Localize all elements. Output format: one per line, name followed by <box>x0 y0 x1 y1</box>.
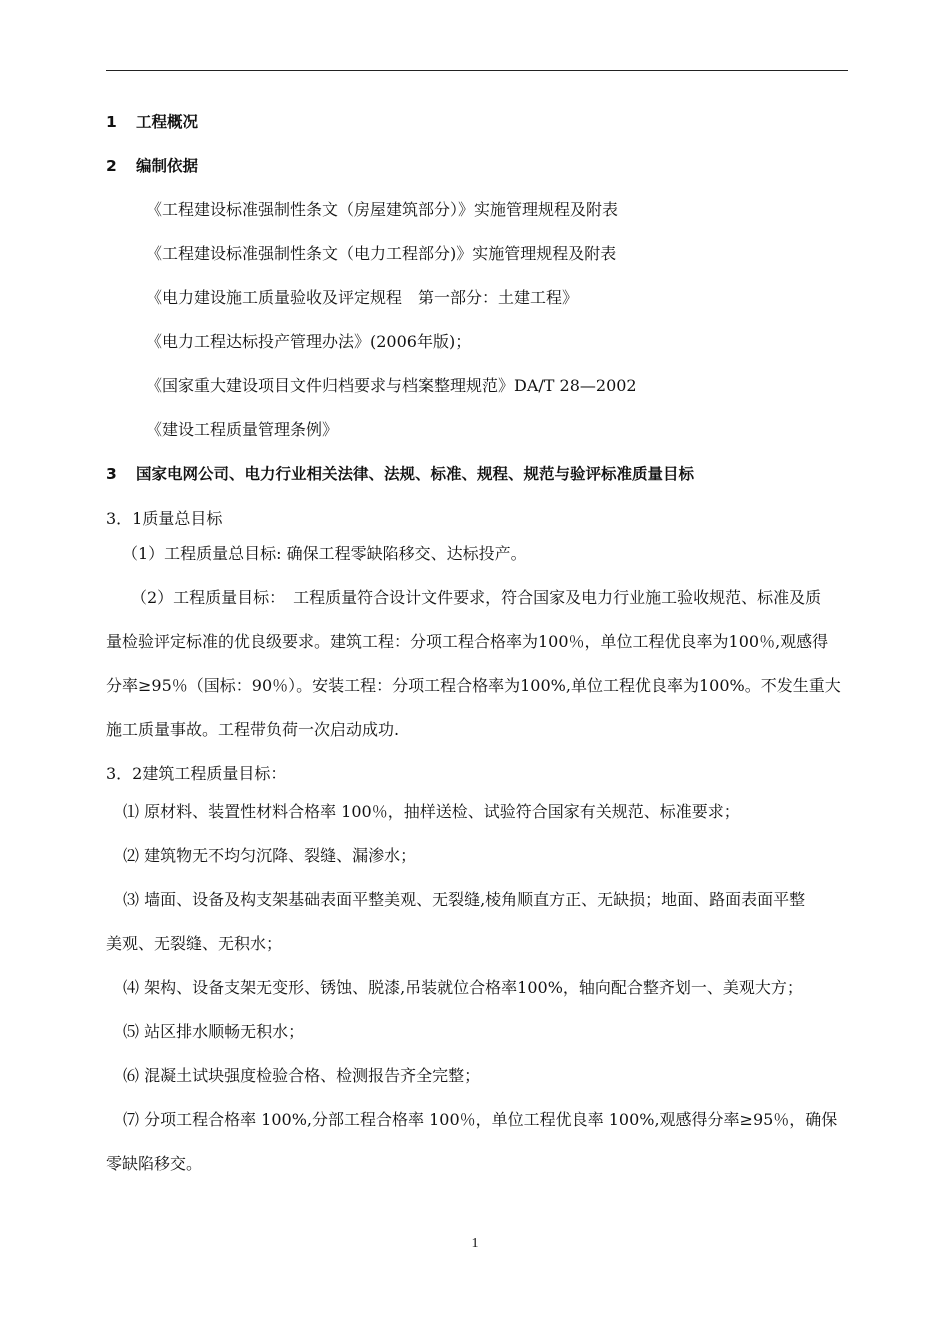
building-goal-item: ⑺ 分项工程合格率 100%,分部工程合格率 100％，单位工程优良率 100%,观感得分率≥95％，确保 <box>123 1110 838 1129</box>
reference-item: 《电力建设施工质量验收及评定规程 第一部分：土建工程》 <box>146 288 579 307</box>
subsection-3-1-title: 3．1质量总目标 <box>106 509 223 528</box>
section-1-number: 1 <box>106 113 117 131</box>
header-rule <box>106 70 848 71</box>
section-2-heading <box>106 156 198 176</box>
building-goal-item: ⑸ 站区排水顺畅无积水； <box>123 1022 305 1041</box>
reference-item: 《电力工程达标投产管理办法》(2006年版)； <box>146 332 472 351</box>
section-3-title: 国家电网公司、电力行业相关法律、法规、标准、规程、规范与验评标准质量目标 <box>136 465 695 483</box>
building-goal-item: ⑹ 混凝土试块强度检验合格、检测报告齐全完整； <box>123 1066 481 1085</box>
quality-goal-paragraph-line: 分率≥95％（国标：90％）。安装工程：分项工程合格率为100%,单位工程优良率为100%。不发生重大 <box>106 676 841 695</box>
reference-item: 《工程建设标准强制性条文（电力工程部分)》实施管理规程及附表 <box>146 244 617 263</box>
reference-item: 《国家重大建设项目文件归档要求与档案整理规范》DA/T 28—2002 <box>146 376 637 395</box>
reference-item: 《工程建设标准强制性条文（房屋建筑部分）》实施管理规程及附表 <box>146 200 619 219</box>
building-goal-item: ⑵ 建筑物无不均匀沉降、裂缝、漏渗水； <box>123 846 417 865</box>
building-goal-item-continuation: 美观、无裂缝、无积水； <box>106 934 283 953</box>
quality-goal-paragraph-line: （2）工程质量目标： 工程质量符合设计文件要求，符合国家及电力行业施工验收规范、标准及质 <box>131 588 822 607</box>
building-goal-item: ⑷ 架构、设备支架无变形、锈蚀、脱漆,吊装就位合格率100%，轴向配合整齐划一、美观大方； <box>123 978 803 997</box>
section-2-title: 编制依据 <box>136 157 199 175</box>
section-3-heading <box>106 464 694 484</box>
building-goal-item: ⑶ 墙面、设备及构支架基础表面平整美观、无裂缝,棱角顺直方正、无缺损；地面、路面表面平整 <box>123 890 806 909</box>
section-1-title: 工程概况 <box>136 113 199 131</box>
quality-goal-paragraph-line: 施工质量事故。工程带负荷一次启动成功. <box>106 720 400 739</box>
reference-item: 《建设工程质量管理条例》 <box>146 420 339 439</box>
building-goal-item-continuation: 零缺陷移交。 <box>106 1154 203 1173</box>
section-1-heading <box>106 112 198 132</box>
page-number: 1 <box>471 1236 479 1251</box>
subsection-3-2-title: 3．2建筑工程质量目标： <box>106 764 287 783</box>
quality-overall-goal: （1）工程质量总目标: 确保工程零缺陷移交、达标投产。 <box>122 544 527 563</box>
section-3-number: 3 <box>106 465 117 483</box>
quality-goal-paragraph-line: 量检验评定标准的优良级要求。建筑工程：分项工程合格率为100％，单位工程优良率为100％,观感得 <box>106 632 829 651</box>
building-goal-item: ⑴ 原材料、装置性材料合格率 100％，抽样送检、试验符合国家有关规范、标准要求； <box>123 802 740 821</box>
section-2-number: 2 <box>106 157 117 175</box>
